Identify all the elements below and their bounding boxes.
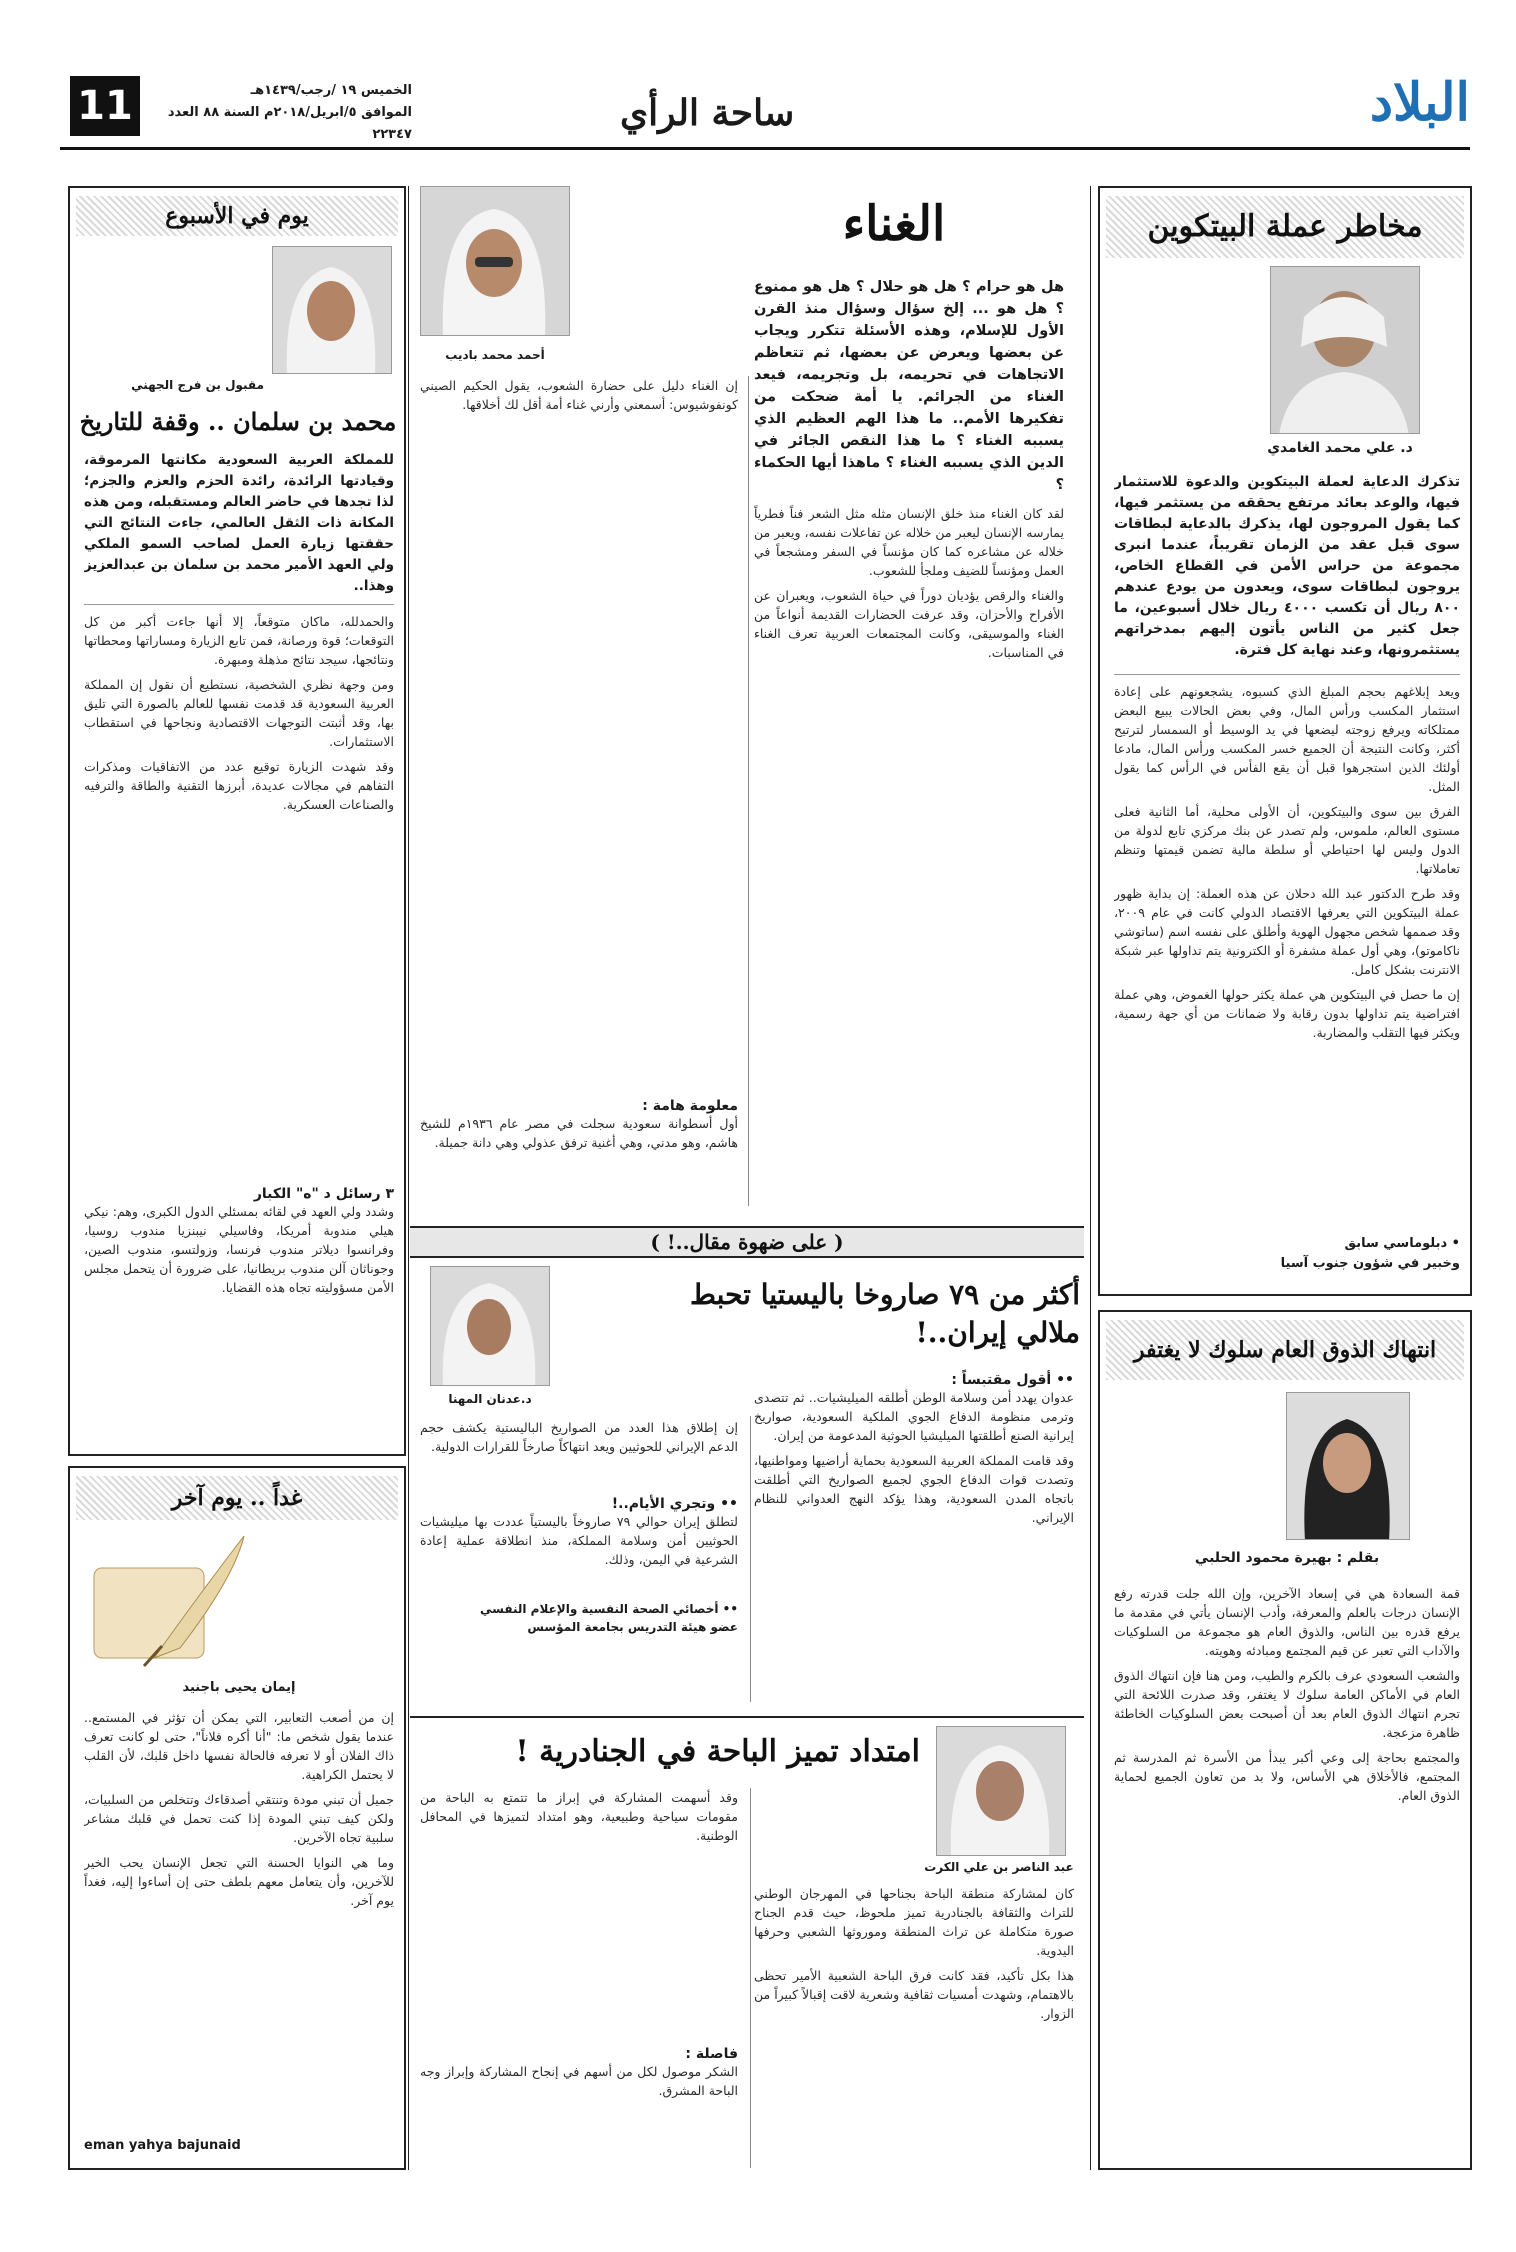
bitcoin-footnote: • دبلوماسي سابق وخبير في شؤون جنوب آسيا: [1280, 1236, 1460, 1271]
ghina-author-photo: [420, 186, 570, 336]
janadriyah-body-right: [754, 1884, 1074, 2164]
ghad-title-band: [76, 1476, 398, 1520]
ghina-deck: هل هو حرام ؟ هل هو حلال ؟ هل هو ممنوع ؟ هل هو ... إلخ سؤال وسؤال منذ القرن الأول للإسلام، وهذه الأسئلة تتكرر ويجاب عن بعضها ويعرض عن بعضها، ثم تتعاظم الاتجاهات في تحريمه، بل وتجريمه، فيعد الغناء من الجرائم. يا أمة ضحكت من تفكيرها الأمم.. ما هذا الهم العظيم الذي يسببه الغناء ؟ ما هذا النقص الجائر في الدين الذي يسببه الغناء ؟ ماهذا أيها الحكماء ؟: [754, 279, 1064, 493]
vision-author-photo: [272, 246, 392, 374]
janadriyah-paragraph-left: وقد أسهمت المشاركة في إبراز ما تتمتع به الباحة من مقومات سياحية وطبيعية، وهو امتداد لتميزها في المحافل الوطنية.: [420, 1790, 738, 1843]
ghina-body-right: [754, 504, 1064, 1204]
date-line: الخميس ١٩ /رجب/١٤٣٩هـ: [250, 83, 412, 98]
ghina-title: الغناء: [842, 196, 946, 252]
iran-subheading-2: •• وتجري الأيام..!: [611, 1496, 738, 1512]
iran-column-rule: [750, 1416, 751, 1702]
vision-deck: للمملكة العربية السعودية مكانتها المرموقة، وقيادتها الرائدة، رائدة الحزم والعزم والجزم؛ لذا تجدها في حاضر العالم ومستقبله، ومن هذه المكانة ذات الثقل العالمي، جاءت النتائج التي حققتها زيارة العمل لصاحب السمو الملكي ولي العهد الأمير محمد بن سلمان بن عبدالعزيز وهذا..: [84, 452, 394, 594]
janadriyah-article: [410, 1716, 1084, 2170]
author-portrait-icon: [936, 1727, 1065, 1856]
iran-paragraph: وقد قامت المملكة العربية السعودية بحماية أراضيها ومواطنيها، وتصدت قوات الدفاع الجوي لجميع الصواريخ التي أطلقت باتجاه المدن السعودية، وهذا يؤكد النهج العدواني للنظام الإيراني.: [754, 1453, 1074, 1525]
ghad-paragraph: إن من أصعب التعابير، التي يمكن أن تؤثر في المستمع.. عندما يقول شخص ما: "أنا أكره فلاناً"، حتى لو كانت تعرف ذاك الفلان أو لا تعرفه فالحالة نفسها داخل قلبك، لأن القلب لا يحتمل الكراهية.: [84, 1710, 394, 1782]
janadriyah-closing: الشكر موصول لكل من أسهم في إنجاح المشاركة وإبراز وجه الباحة المشرق.: [420, 2064, 738, 2098]
ghad-title: غداً .. يوم آخر: [171, 1485, 303, 1511]
janadriyah-column-rule: [750, 1788, 751, 2168]
issue-line: الموافق ٥/ابريل/٢٠١٨م السنة ٨٨ العدد ٢٢٣٤٧: [167, 105, 412, 142]
ghina-paragraph: لقد كان الغناء منذ خلق الإنسان مثله مثل الشعر فناً فطرياً يمارسه الإنسان ليعبر من خلاله عن تفاعلات نفسه، ويعبر من خلاله عن مشاعره كما كان مؤنساً في السفر ومشجعاً في العمل ومؤنساً للضيف وملجأ للشعوب.: [754, 506, 1064, 578]
janadriyah-author-photo: [936, 1726, 1066, 1856]
ghina-subheading: معلومة هامة :: [642, 1098, 738, 1114]
taste-body: [1114, 1584, 1460, 2154]
ghina-author: أحمد محمد باديب: [445, 348, 545, 362]
page-rule-right: [1090, 186, 1091, 2170]
ghina-info-box: [420, 1090, 738, 1200]
taste-paragraph: والمجتمع بحاجة إلى وعي أكبر يبدأ من الأسرة ثم المدرسة ثم المجتمع، فالأخلاق هي الأساس، ولا بد من تعاون الجميع لحماية الذوق العام.: [1114, 1750, 1460, 1803]
vision-title: محمد بن سلمان .. وقفة للتاريخ: [79, 407, 397, 436]
vision-section: [84, 1178, 394, 1448]
bitcoin-paragraph: إن ما حصل في البيتكوين هي عملة يكثر حولها الغموض، وهي عملة افتراضية يتم تداولها بدون رقابة ولا ضمانات من أي جهة رسمية، ويكثر فيها التقلب والمضاربة.: [1114, 987, 1460, 1040]
iran-banner: [410, 1226, 1084, 1258]
vision-paragraph: والحمدلله، ماكان متوقعاً، إلا أنها جاءت أكبر من كل التوقعات؛ قوة ورصانة، فمن تابع الزيارة ومساراتها ومحطاتها ونتائجها، سيجد نتائج مذهلة ومبهرة.: [84, 614, 394, 667]
taste-title-band: [1106, 1320, 1464, 1380]
iran-footnote: •• أخصائي الصحة النفسية والإعلام النفسي عضو هيئة التدريس بجامعة المؤسس: [480, 1602, 738, 1634]
bitcoin-title-band: [1106, 196, 1464, 258]
vision-kicker-band: [76, 196, 398, 236]
section-title: ساحة الرأي: [620, 92, 795, 134]
janadriyah-title: امتداد تميز الباحة في الجنادرية !: [515, 1734, 920, 1769]
masthead: [60, 66, 1470, 150]
iran-paragraph-left: إن إطلاق هذا العدد من الصواريخ الباليستية يكشف حجم الدعم الإيراني للحوثيين ويعد انتهاكاً صارخاً للقرارات الدولية.: [420, 1420, 738, 1454]
taste-paragraph: والشعب السعودي عرف بالكرم والطيب، ومن هنا فإن انتهاك الذوق العام في الأماكن العامة سلوك لا يغتفر، وقد صدرت اللائحة التي تجرم انتهاك الذوق العام بعد أن أصبحت بعض السلوكيات الخاطئة ظاهرة مزعجة.: [1114, 1668, 1460, 1740]
iran-paragraph: عدوان يهدد أمن وسلامة الوطن أطلقه الميليشيات.. ثم تتصدى وترمى منظومة الدفاع الجوي الملكية السعودية، صواريخ إيرانية الصنع أطلقتها الميليشيا الحوثية المدعومة من إيران.: [754, 1390, 1074, 1443]
ghad-paragraph: وما هي النوايا الحسنة التي تجعل الإنسان يحب الخير للآخرين، وأن يتعامل معهم بلطف حتى إن أساءوا إليه، فغداً يوم آخر.: [84, 1855, 394, 1908]
iran-author: د.عدنان المهنا: [448, 1392, 532, 1406]
ghad-paragraph: جميل أن تبني مودة وتنتقي أصدقاءك وتتخلص من السلبيات، ولكن كيف تبني المودة إذا كنت تحمل في قلبك مشاعر سلبية تجاه الآخرين.: [84, 1792, 394, 1845]
bitcoin-author-photo: [1270, 266, 1420, 434]
bitcoin-title: مخاطر عملة البيتكوين: [1147, 209, 1423, 244]
ghad-body: [84, 1708, 394, 2128]
taste-title: انتهاك الذوق العام سلوك لا يغتفر: [1133, 1337, 1437, 1363]
iran-body: [754, 1388, 1074, 1698]
bitcoin-paragraph: وقد طرح الدكتور عبد الله دحلان عن هذه العملة: إن بداية ظهور عملة البيتكوين التي يعرفها الاقتصاد الدولي كانت في عام ٢٠٠٩، وقد صممها شخص مجهول الهوية وأطلق على نفسه اسم (ساتوشي ناكاموتو)، وهي أول عملة مشفرة أو الكترونية يتم تداولها عبر شبكة الانترنت بشكل كامل.: [1114, 886, 1460, 977]
iran-title: أكثر من ٧٩ صاروخا باليستيا تحبط ملالي إيران..!: [690, 1278, 1080, 1349]
author-portrait-icon: [420, 187, 569, 336]
vision-paragraph: ومن وجهة نظري الشخصية، نستطيع أن نقول إن المملكة العربية السعودية قد قدمت نفسها للعالم بالصورة التي تليق بها، وقد أثبتت التوجهات الاقتصادية ونجاحها في استقطاب الاستثمارات.: [84, 677, 394, 749]
author-portrait-icon: [272, 247, 391, 374]
page-rule-left: [408, 186, 409, 2170]
issue-info: [152, 80, 412, 146]
vision-divider: [84, 604, 394, 605]
bitcoin-author: د. علي محمد الغامدي: [1267, 440, 1413, 456]
ghina-body-left: [420, 376, 738, 1086]
vision-article: [68, 186, 406, 1456]
janadriyah-paragraph: كان لمشاركة منطقة الباحة بجناحها في المهرجان الوطني للتراث والثقافة بالجنادرية تميز ملحوظ، حيث قدم الجناح صورة متكاملة عن تراث المنطقة وموروثها الشعبي وحرفها اليدوية.: [754, 1886, 1074, 1958]
vision-section-text: وشدد ولي العهد في لقائه بمسئلي الدول الكبرى، وهم: نيكي هيلي مندوبة أمريكا، وفاسيلي نيبنزيا مندوب روسيا، وفرانسوا ديلاتر مندوب فرنسا، وزولتسو، مندوب الصين، وجوناثان آلن مندوب بريطانيا، على ضرورة أن يتحمل مجلس الأمن مسؤوليته تجاه هذه القضايا.: [84, 1204, 394, 1295]
bitcoin-article: [1098, 186, 1472, 1296]
iran-author-photo: [430, 1266, 550, 1386]
janadriyah-left-col: [420, 1788, 738, 2164]
iran-subsection-text: لتطلق إيران حوالي ٧٩ صاروخاً باليستياً عددت بها ميليشيات الحوثيين أمن وسلامة المملكة، منذ انطلاقة عملية إعادة الشرعية في اليمن، وذلك.: [420, 1514, 738, 1567]
bitcoin-deck: تذكرك الدعاية لعملة البيتكوين والدعوة للاستثمار فيها، والوعد بعائد مرتفع يحققه من يستثمر فيها، كما يقول المروجون لها، يذكرك بالدعاية لبطاقات سوى قبل عقد من الزمان تقريباً، عندما انبرى مجموعة من حراس الأمن في القطاع الخاص، يروجون لبطاقات سوى، ويعدون من يودع عندهم ٨٠٠ ريال أن تكسب ٤٠٠٠ ريال خلال أسبوعين، ما جعل كثير من الناس يأتون إليهم بمدخراتهم يستثمرونها، وعند نهاية كل فترة.: [1114, 474, 1460, 658]
page-number: 11: [70, 76, 140, 136]
ghad-article: [68, 1466, 406, 2170]
iran-right-col: [754, 1364, 1074, 1704]
janadriyah-paragraph: هذا بكل تأكيد، فقد كانت فرق الباحة الشعبية الأمير تحظى بالاهتمام، وشهدت أمسيات ثقافية وشعرية لاقت إقبالاً كبيراً من الزوار.: [754, 1968, 1074, 2021]
newspaper-logo: البلاد: [1369, 72, 1470, 133]
iran-banner-text: ( على ضهوة مقال..! ): [650, 1230, 844, 1254]
quill-illustration: [84, 1528, 254, 1678]
taste-author: بقلم : بهيرة محمود الحلبي: [1194, 1550, 1380, 1566]
taste-article: [1098, 1310, 1472, 2170]
ghina-info-text: أول أسطوانة سعودية سجلت في مصر عام ١٩٣٦م للشيخ هاشم، وهو مدني، وهي أغنية ترفق عذولي وهي دانة جميلة.: [420, 1116, 738, 1150]
janadriyah-author: عبد الناصر بن علي الكرت: [924, 1860, 1074, 1874]
vision-body: [84, 612, 394, 1172]
bitcoin-paragraph: الفرق بين سوى والبيتكوين، أن الأولى محلية، أما الثانية فعلى مستوى العالم، ملموس، ولم تصدر عن بنك مركزي تابع لدولة من الدول وليس لها احتياطي أو سلطة مالية تضمن قيمتها وتنظم تعاملاتها.: [1114, 804, 1460, 876]
ghina-column-rule: [748, 376, 749, 1206]
author-portrait-icon: [1286, 1393, 1409, 1540]
iran-left-col: [420, 1418, 738, 1702]
bitcoin-paragraph: ويعد إبلاغهم بحجم المبلغ الذي كسبوه، يشجعونهم على إعادة استثمار المكسب ورأس المال، وفي بعض الحالات يبيع البعض ممتلكاته ويرفع زوجته ليضعها في يد الوسيط أو السمسار لترتيح أكثر، وكانت النتيجة أن الجميع خسر المكسب ورأس المال، مادعا أولئك الذين استجرهوا قبل أن يقع الفأس في الرأس كما يقول المثل.: [1114, 684, 1460, 794]
bitcoin-body: [1114, 682, 1460, 1222]
iran-subheading: •• أقول مقتبساً :: [951, 1372, 1074, 1388]
quill-icon: [84, 1528, 254, 1678]
author-portrait-icon: [1270, 267, 1419, 434]
taste-paragraph: قمة السعادة هي في إسعاد الآخرين، وإن الله جلت قدرته رفع الإنسان درجات بالعلم والمعرفة، وأدب الإنسان يأتي في مقدمة ما يرفع قدره بين الناس، والذوق العام هو مجموعة من السلوكيات والآداب التي تعبر عن قيم المجتمع ومبادئه وهويته.: [1114, 1586, 1460, 1658]
vision-author: مقبول بن فرج الجهني: [131, 378, 264, 392]
author-portrait-icon: [430, 1267, 549, 1386]
ghina-paragraph: والغناء والرقص يؤديان دوراً في حياة الشعوب، ويعبران عن الأفراح والأحزان، وقد عرفت الحضارات القديمة أنواعاً من الغناء والموسيقى، وكانت المجتمعات العربية تعرف الغناء في المناسبات.: [754, 588, 1064, 660]
vision-subheading: ٣ رسائل د "ه" الكبار: [253, 1186, 394, 1202]
janadriyah-subheading: فاصلة :: [685, 2046, 738, 2062]
vision-kicker: يوم في الأسبوع: [165, 203, 309, 229]
vision-paragraph: وقد شهدت الزيارة توقيع عدد من الاتفاقيات ومذكرات التفاهم في مجالات عديدة، أبرزها التقنية والطاقة والترفيه والصناعات العسكرية.: [84, 759, 394, 812]
ghina-paragraph: إن الغناء دليل على حضارة الشعوب، يقول الحكيم الصيني كونفوشيوس: أسمعني وأرني غناء أمة أقل لك أخلاقها.: [420, 378, 738, 412]
iran-article: [410, 1226, 1084, 1706]
ghad-email[interactable]: eman yahya bajunaid: [84, 2138, 241, 2153]
bitcoin-divider: [1114, 674, 1460, 675]
ghad-author: إيمان يحيى باجنيد: [182, 1680, 296, 1695]
ghina-article: [410, 186, 1084, 1216]
taste-author-photo: [1286, 1392, 1410, 1540]
